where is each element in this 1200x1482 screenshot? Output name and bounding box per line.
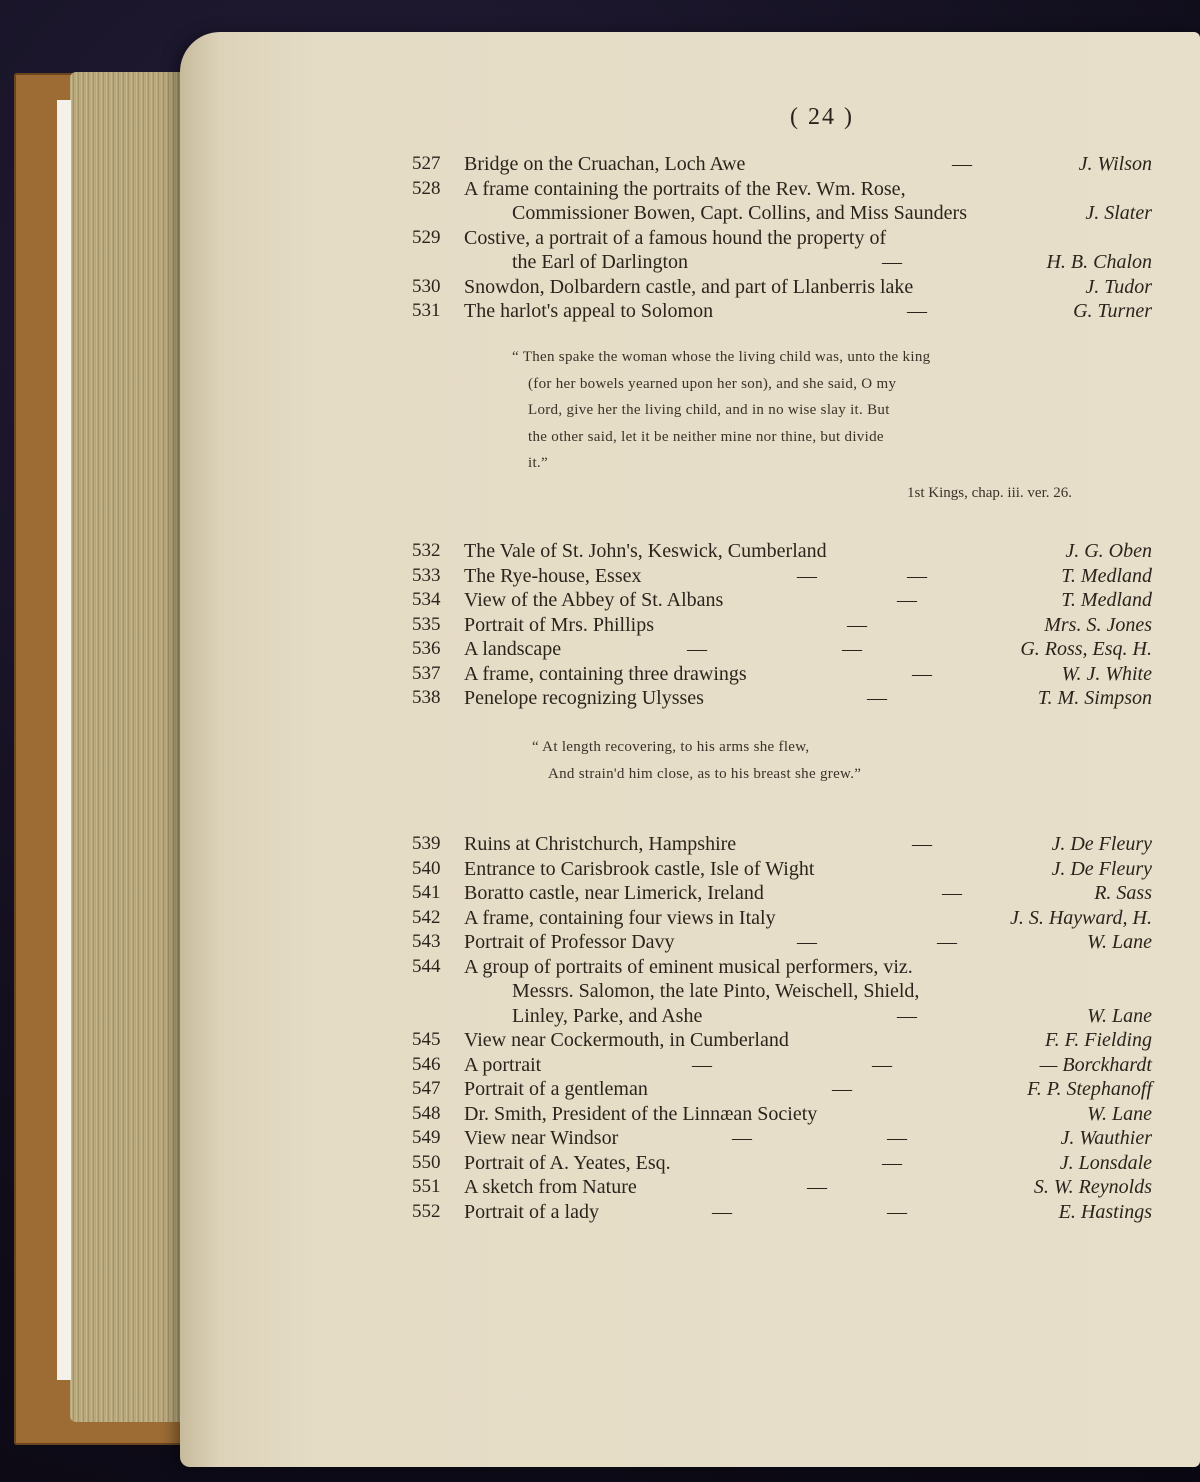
entry-title: Bridge on the Cruachan, Loch Awe xyxy=(464,153,746,175)
entry-title: Dr. Smith, President of the Linnæan Society xyxy=(464,1102,818,1125)
catalogue-entry xyxy=(412,1004,1152,1029)
entry-artist: J. De Fleury xyxy=(1051,857,1152,880)
catalogue-entry xyxy=(412,1053,1152,1078)
dash-separator: — xyxy=(692,1053,712,1076)
catalogue-entry xyxy=(412,1077,1152,1102)
quote2-verse xyxy=(532,734,861,787)
dash-separator: — xyxy=(712,1200,732,1223)
entry-title: The Rye-house, Essex xyxy=(464,564,642,587)
entry-title: Ruins at Christchurch, Hampshire xyxy=(464,833,737,855)
catalogue-entry xyxy=(412,152,1152,177)
entry-title: A frame containing the portraits of the Rev. Wm. Rose, xyxy=(464,177,906,200)
entry-title: A sketch from Nature xyxy=(464,1176,637,1198)
catalogue-entry xyxy=(412,930,1152,955)
dash-separator: — xyxy=(797,564,817,587)
entry-title: Portrait of A. Yeates, Esq. xyxy=(464,1151,671,1174)
dash-separator: — xyxy=(907,300,927,322)
entry-number: 549 xyxy=(412,1127,441,1148)
entry-artist: T. Medland xyxy=(1061,564,1152,587)
verse-citation: 1st Kings, chap. iii. ver. 26. xyxy=(907,484,1072,501)
entry-number: 536 xyxy=(412,638,441,659)
entry-artist: W. J. White xyxy=(1061,662,1152,685)
entry-artist: E. Hastings xyxy=(1058,1200,1152,1223)
entry-title: View near Cockermouth, in Cumberland xyxy=(464,1029,789,1051)
dash-separator: — xyxy=(952,153,972,175)
entry-number: 542 xyxy=(412,906,441,928)
entry-title: View of the Abbey of St. Albans xyxy=(464,589,724,611)
entry-title: Penelope recognizing Ulysses xyxy=(464,687,704,709)
entry-number: 543 xyxy=(412,931,441,952)
entry-number: 530 xyxy=(412,275,441,297)
dash-separator: — xyxy=(807,1176,827,1198)
entry-number: 537 xyxy=(412,662,441,684)
entry-number: 545 xyxy=(412,1029,441,1050)
entry-number: 546 xyxy=(412,1053,441,1075)
verse-line: “ At length recovering, to his arms she flew, xyxy=(532,739,810,755)
dash-separator: — xyxy=(897,589,917,611)
entry-artist: F. P. Stephanoff xyxy=(1027,1078,1152,1100)
catalogue-entry xyxy=(412,662,1152,687)
entry-artist: S. W. Reynolds xyxy=(1033,1176,1152,1198)
catalogue-entry xyxy=(412,906,1152,931)
dash-separator: — xyxy=(832,1078,852,1100)
catalogue-entry xyxy=(412,588,1152,613)
page-edge-highlight xyxy=(57,100,71,1380)
entry-title: Entrance to Carisbrook castle, Isle of Wight xyxy=(464,857,815,880)
entry-artist: H. B. Chalon xyxy=(1046,251,1152,273)
entry-artist: J. Slater xyxy=(1085,202,1152,224)
entry-title: Boratto castle, near Limerick, Ireland xyxy=(464,882,764,904)
entry-title: Snowdon, Dolbardern castle, and part of Llanberris lake xyxy=(464,275,914,298)
catalogue-entry xyxy=(412,201,1152,226)
entry-title: A landscape xyxy=(464,638,562,660)
entry-title: A group of portraits of eminent musical performers, viz. xyxy=(464,955,913,978)
entry-artist: G. Ross, Esq. H. xyxy=(1020,638,1152,660)
block1-entries xyxy=(412,152,1152,324)
entry-artist: W. Lane xyxy=(1087,1102,1152,1125)
entry-artist: J. De Fleury xyxy=(1051,833,1152,855)
entry-number: 547 xyxy=(412,1078,441,1099)
dash-separator: — xyxy=(897,1004,917,1027)
entry-title: Portrait of a lady xyxy=(464,1200,599,1223)
dash-separator: — xyxy=(887,1127,907,1149)
entry-artist: J. Lonsdale xyxy=(1059,1151,1152,1174)
dash-separator: — xyxy=(942,882,962,904)
dash-separator: — xyxy=(937,931,957,953)
entry-number: 535 xyxy=(412,613,441,635)
entry-title-continued: Linley, Parke, and Ashe xyxy=(512,1004,703,1027)
quote1-verse xyxy=(512,344,930,477)
entry-artist: T. Medland xyxy=(1061,589,1152,611)
entry-number: 551 xyxy=(412,1176,441,1197)
entry-number: 548 xyxy=(412,1102,441,1124)
entry-number: 541 xyxy=(412,882,441,903)
entry-artist: T. M. Simpson xyxy=(1037,687,1152,709)
catalogue-entry xyxy=(412,881,1152,906)
dash-separator: — xyxy=(842,638,862,660)
entry-number: 538 xyxy=(412,687,441,708)
catalogue-entry xyxy=(412,1028,1152,1053)
entry-number: 550 xyxy=(412,1151,441,1173)
verse-line: Lord, give her the living child, and in no wise slay it. But xyxy=(528,402,890,418)
catalogue-entry xyxy=(412,686,1152,711)
entry-artist: J. Tudor xyxy=(1085,275,1152,298)
entry-artist: — Borckhardt xyxy=(1039,1053,1152,1076)
catalogue-entry xyxy=(412,250,1152,275)
dash-separator: — xyxy=(847,613,867,636)
block3-entries xyxy=(412,832,1152,1224)
entry-title: A frame, containing four views in Italy xyxy=(464,906,776,929)
entry-number: 527 xyxy=(412,153,441,174)
catalogue-entry xyxy=(412,613,1152,638)
catalogue-entry xyxy=(412,857,1152,882)
dash-separator: — xyxy=(887,1200,907,1223)
catalogue-entry xyxy=(412,955,1152,980)
catalogue-entry xyxy=(412,226,1152,251)
dash-separator: — xyxy=(687,638,707,660)
block2-entries xyxy=(412,539,1152,711)
entry-title-continued: Commissioner Bowen, Capt. Collins, and Miss Saunders xyxy=(512,202,967,224)
entry-number: 529 xyxy=(412,226,441,248)
catalogue-entry xyxy=(412,275,1152,300)
catalogue-entry xyxy=(412,564,1152,589)
entry-artist: J. Wauthier xyxy=(1060,1127,1152,1149)
entry-artist: W. Lane xyxy=(1087,1004,1152,1027)
entry-title: View near Windsor xyxy=(464,1127,619,1149)
entry-title: Costive, a portrait of a famous hound the property of xyxy=(464,226,887,249)
page-number: ( 24 ) xyxy=(790,104,854,130)
entry-number: 544 xyxy=(412,955,441,977)
catalogue-entry xyxy=(412,1102,1152,1127)
dash-separator: — xyxy=(872,1053,892,1076)
entry-artist: J. S. Hayward, H. xyxy=(1009,906,1152,929)
entry-title-continued: the Earl of Darlington xyxy=(512,251,689,273)
entry-number: 533 xyxy=(412,564,441,586)
entry-artist: G. Turner xyxy=(1073,300,1152,322)
dash-separator: — xyxy=(912,833,932,855)
entry-title: Portrait of Mrs. Phillips xyxy=(464,613,655,636)
catalogue-entry xyxy=(412,1151,1152,1176)
dash-separator: — xyxy=(907,564,927,587)
catalogue-entry xyxy=(412,299,1152,324)
dash-separator: — xyxy=(882,251,902,273)
entry-artist: J. G. Oben xyxy=(1065,540,1152,562)
entry-artist: F. F. Fielding xyxy=(1044,1029,1152,1051)
entry-artist: R. Sass xyxy=(1094,882,1152,904)
catalogue-entry xyxy=(412,539,1152,564)
entry-number: 534 xyxy=(412,589,441,610)
entry-title: Portrait of Professor Davy xyxy=(464,931,675,953)
catalogue-entry xyxy=(412,832,1152,857)
catalogue-entry xyxy=(412,1200,1152,1225)
dash-separator: — xyxy=(797,931,817,953)
entry-number: 540 xyxy=(412,857,441,879)
verse-line: it.” xyxy=(528,455,548,471)
catalogue-entry xyxy=(412,1175,1152,1200)
verse-line: And strain'd him close, as to his breast she grew.” xyxy=(548,765,862,782)
verse-line: “ Then spake the woman whose the living child was, unto the king xyxy=(512,349,931,365)
entry-artist: J. Wilson xyxy=(1078,153,1152,175)
entry-title: A frame, containing three drawings xyxy=(464,662,747,685)
entry-title: The Vale of St. John's, Keswick, Cumberland xyxy=(464,540,827,562)
dash-separator: — xyxy=(912,662,932,685)
entry-number: 528 xyxy=(412,177,441,199)
catalogue-entry xyxy=(412,1126,1152,1151)
entry-artist: Mrs. S. Jones xyxy=(1044,613,1152,636)
dash-separator: — xyxy=(732,1127,752,1149)
verse-line: (for her bowels yearned upon her son), and she said, O my xyxy=(528,375,897,392)
entry-title: Portrait of a gentleman xyxy=(464,1078,648,1100)
entry-title: A portrait xyxy=(464,1053,542,1076)
entry-artist: W. Lane xyxy=(1087,931,1152,953)
catalogue-entry xyxy=(412,637,1152,662)
entry-number: 552 xyxy=(412,1200,441,1222)
catalogue-entry xyxy=(412,177,1152,202)
entry-title-continued: Messrs. Salomon, the late Pinto, Weischell, Shield, xyxy=(512,980,920,1002)
entry-number: 532 xyxy=(412,540,441,561)
verse-line: the other said, let it be neither mine nor thine, but divide xyxy=(528,428,884,445)
entry-number: 539 xyxy=(412,833,441,854)
entry-number: 531 xyxy=(412,300,441,321)
dash-separator: — xyxy=(882,1151,902,1174)
dash-separator: — xyxy=(867,687,887,709)
entry-title: The harlot's appeal to Solomon xyxy=(464,300,714,322)
catalogue-entry xyxy=(412,979,1152,1004)
